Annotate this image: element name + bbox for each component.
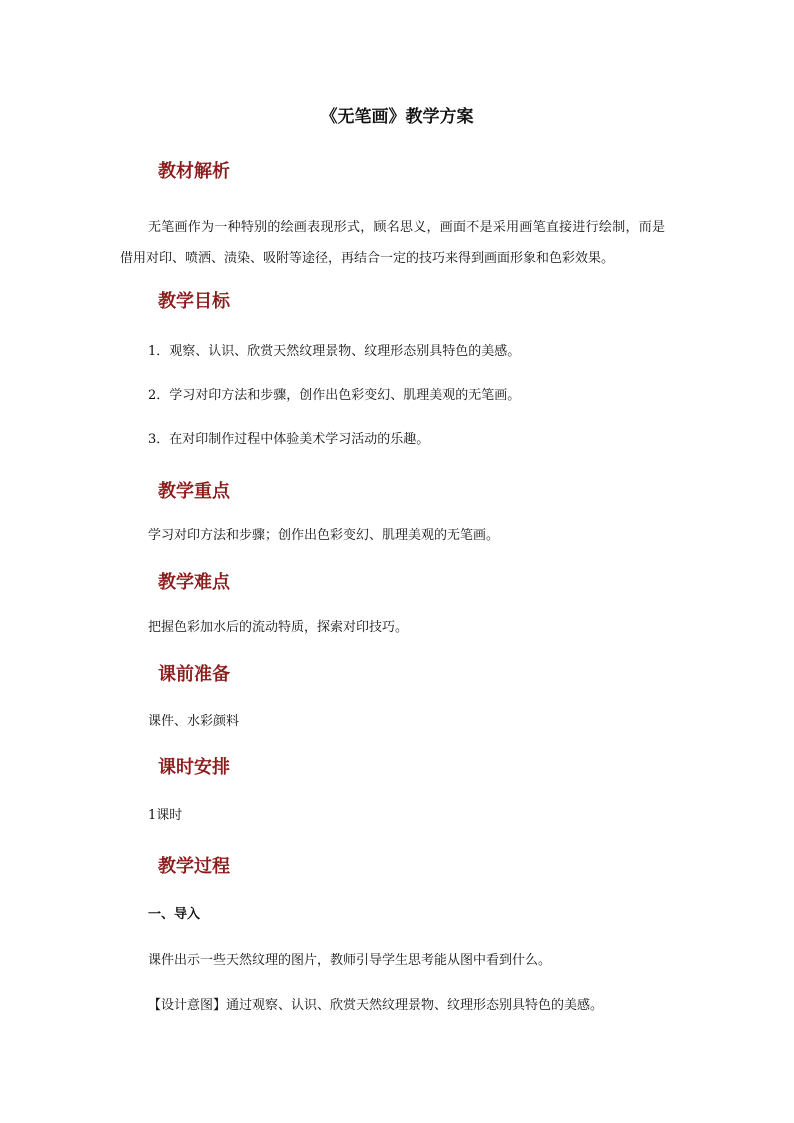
difficulties-text: 把握色彩加水后的流动特质，探索对印技巧。: [148, 620, 409, 635]
document-title: 《无笔画》教学方案: [320, 107, 474, 127]
process-step-text: 课件出示一些天然纹理的图片，教师引导学生思考能从图中看到什么。: [148, 953, 552, 968]
heading-process: 教学过程: [158, 856, 230, 877]
schedule-text: 1课时: [148, 808, 183, 823]
heading-preparation: 课前准备: [158, 664, 230, 685]
design-intent-text: 【设计意图】通过观察、认识、欣赏天然纹理景物、纹理形态别具特色的美感。: [148, 998, 604, 1013]
key-points-text: 学习对印方法和步骤；创作出色彩变幻、肌理美观的无笔画。: [148, 528, 500, 543]
objective-item-3: 3．在对印制作过程中体验美术学习活动的乐趣。: [148, 432, 430, 447]
heading-key-points: 教学重点: [158, 481, 230, 502]
heading-difficulties: 教学难点: [158, 572, 230, 593]
heading-schedule: 课时安排: [158, 757, 230, 778]
analysis-paragraph: 无笔画作为一种特别的绘画表现形式，顾名思义，画面不是采用画笔直接进行绘制，而是借用对印、喷洒、渍染、吸附等途径，再结合一定的技巧来得到画面形象和色彩效果。: [120, 220, 665, 266]
preparation-text: 课件、水彩颜料: [148, 714, 240, 729]
heading-objectives: 教学目标: [158, 291, 230, 312]
objective-item-1: 1．观察、认识、欣赏天然纹理景物、纹理形态别具特色的美感。: [148, 344, 521, 359]
objective-item-2: 2．学习对印方法和步骤，创作出色彩变幻、肌理美观的无笔画。: [148, 388, 521, 403]
heading-analysis: 教材解析: [158, 161, 230, 182]
process-step-title: 一、导入: [148, 907, 201, 922]
